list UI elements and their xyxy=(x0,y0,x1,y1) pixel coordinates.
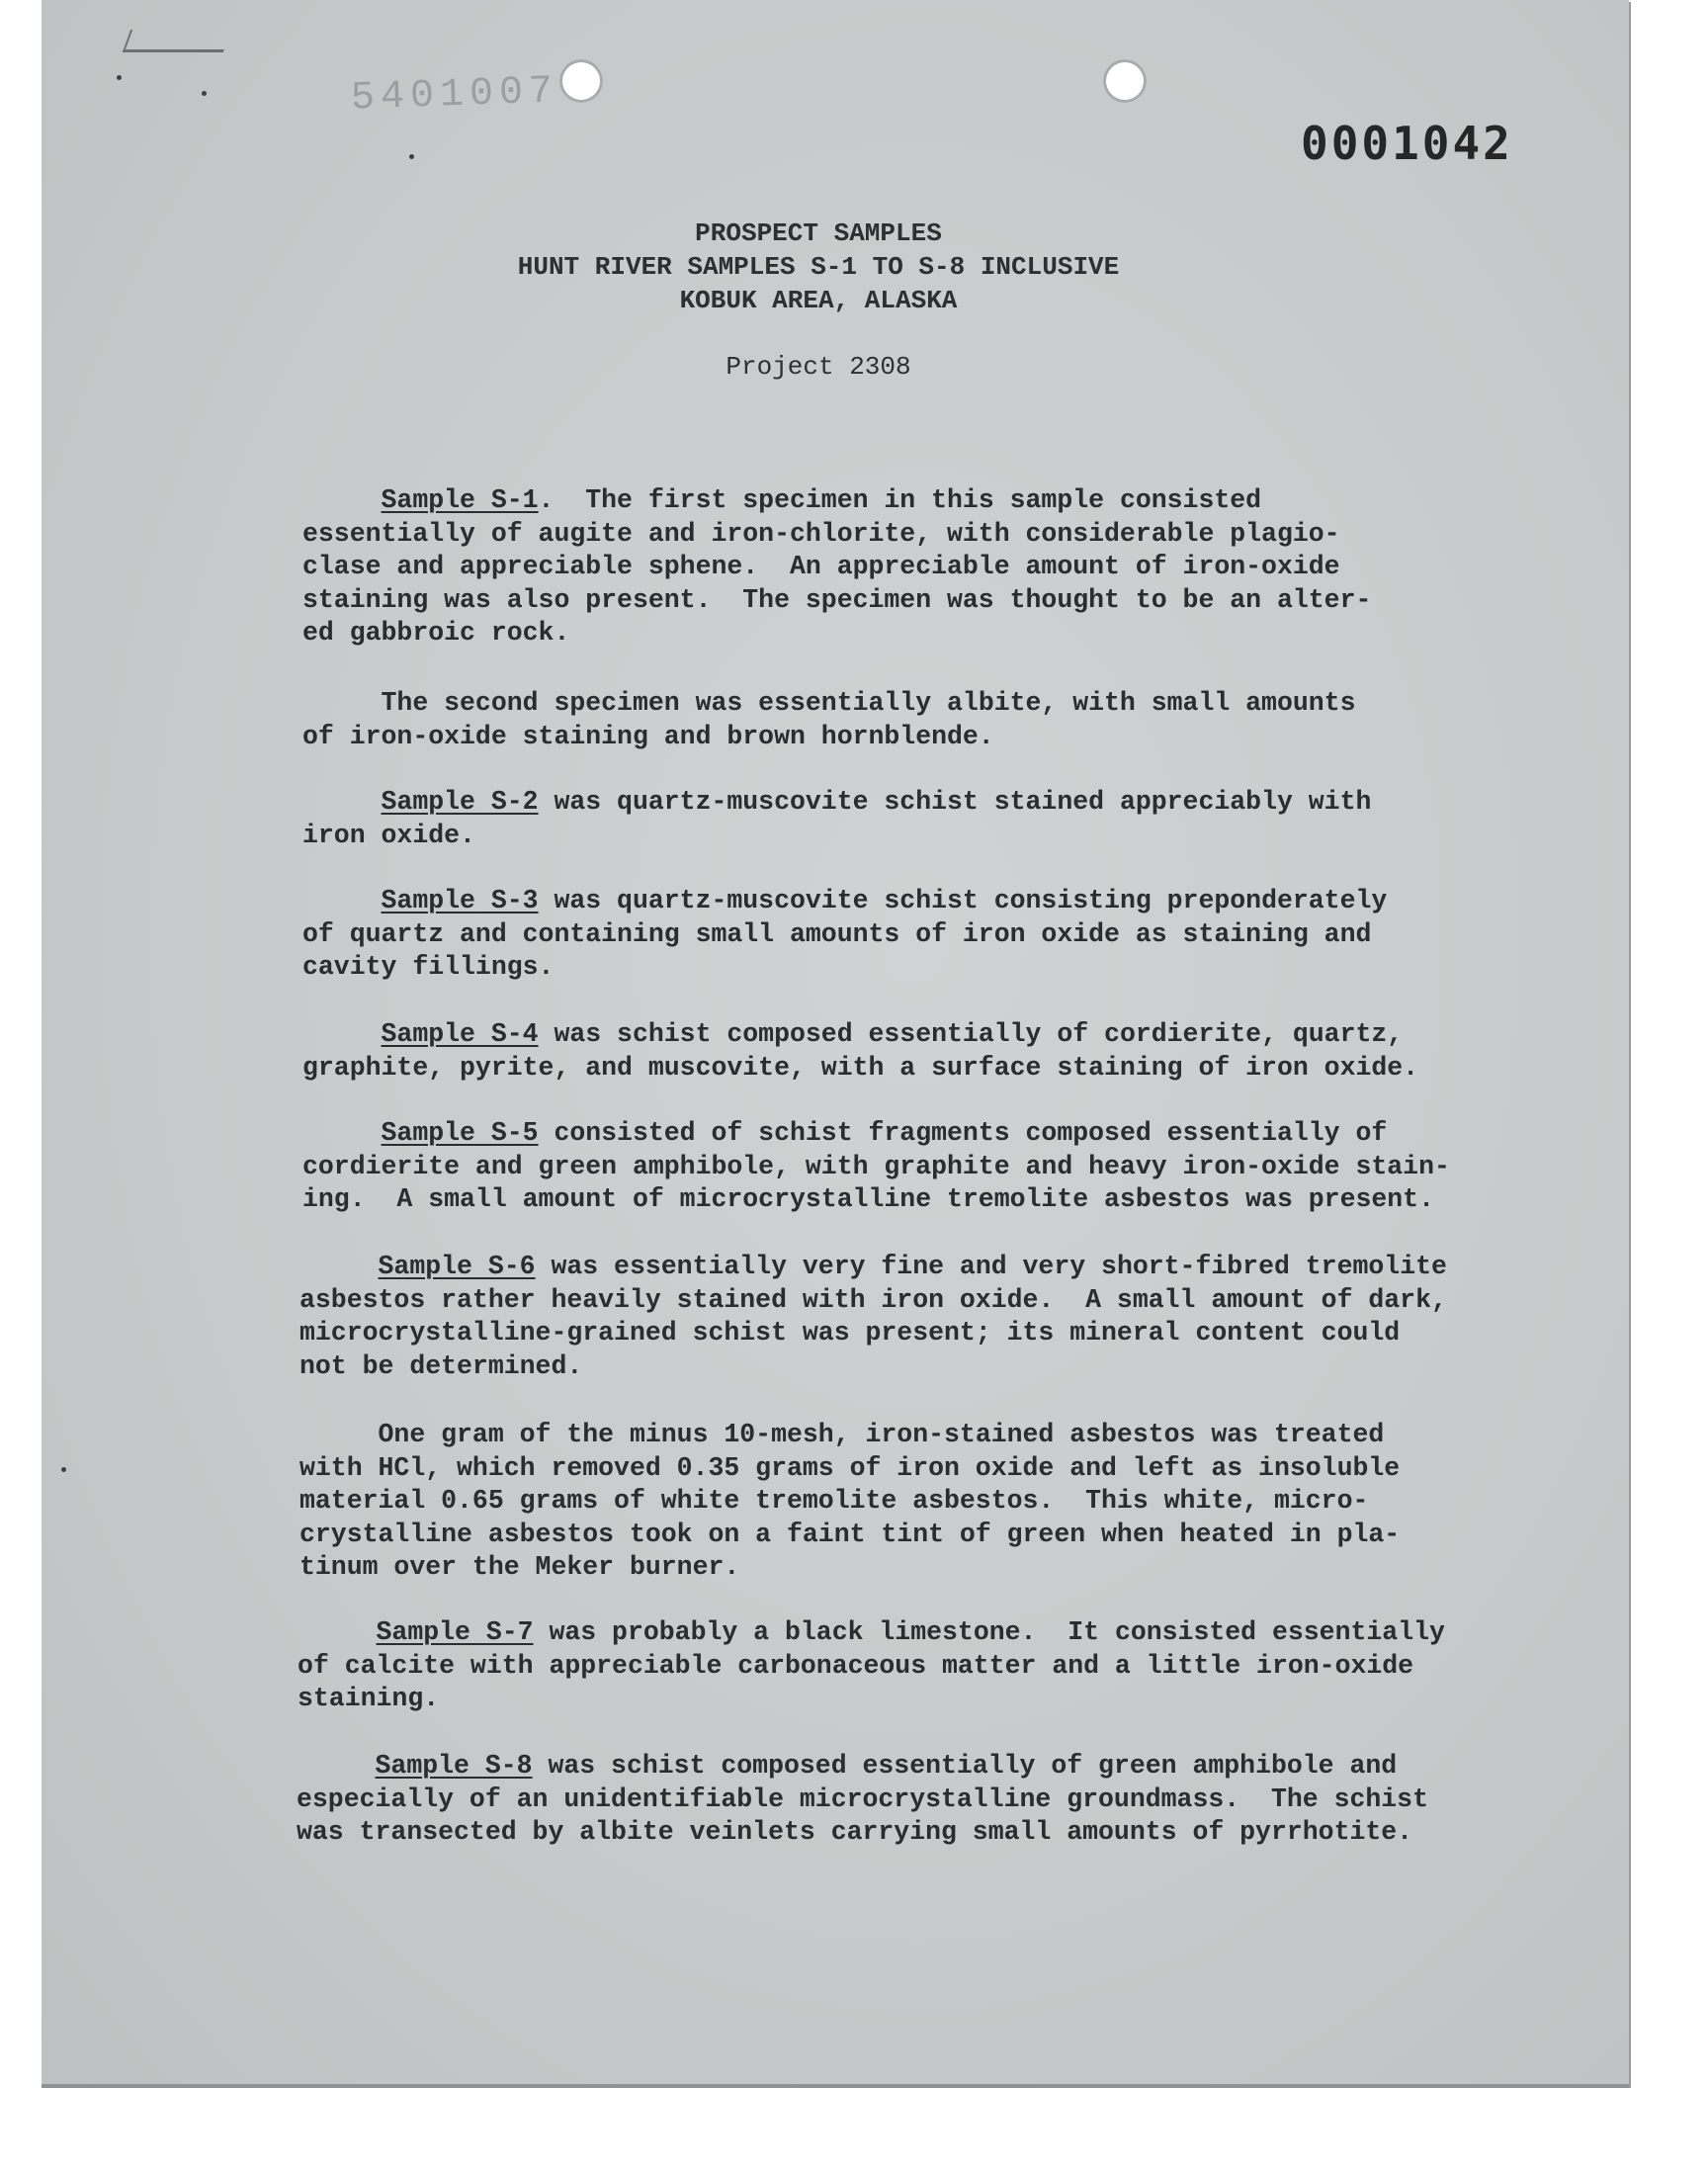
sample-label: Sample S-7 xyxy=(376,1617,534,1647)
paragraph-line xyxy=(297,1750,1522,1784)
paragraph-line xyxy=(302,518,1528,552)
line-text: ing. A small amount of microcrystalline tremolite asbestos was present. xyxy=(302,1184,1434,1214)
paragraph-line xyxy=(302,551,1528,584)
line-text: of quartz and containing small amounts of iron oxide as staining and xyxy=(302,918,1372,949)
line-text: iron oxide. xyxy=(302,820,475,850)
sample-label: Sample S-8 xyxy=(375,1751,533,1781)
paragraph xyxy=(299,1419,1525,1585)
paragraph-line xyxy=(302,885,1528,918)
paragraph-line xyxy=(298,1650,1523,1684)
line-text: staining. xyxy=(298,1684,440,1713)
corner-mark xyxy=(123,30,231,52)
paragraph-line xyxy=(298,1683,1523,1716)
paragraph xyxy=(302,1018,1528,1085)
line-text: cordierite and green amphibole, with graphite and heavy iron-oxide stain- xyxy=(302,1151,1450,1181)
paragraph-line xyxy=(302,484,1528,518)
line-text: was probably a black limestone. It consisted essentially xyxy=(533,1617,1445,1647)
line-text: was schist composed essentially of cordierite, quartz, xyxy=(538,1019,1404,1049)
line-text: consisted of schist fragments composed essentially of xyxy=(538,1118,1388,1148)
line-text: of iron-oxide staining and brown hornblende. xyxy=(302,721,994,751)
project-number: Project 2308 xyxy=(726,352,911,382)
paragraph-line xyxy=(299,1485,1525,1519)
sample-label: Sample S-3 xyxy=(381,886,539,915)
paragraph-line xyxy=(297,1816,1522,1850)
paragraph-line xyxy=(302,1052,1528,1086)
line-text: cavity fillings. xyxy=(302,952,555,982)
paragraph xyxy=(302,1117,1528,1217)
paragraph-line xyxy=(302,687,1528,721)
line-text: graphite, pyrite, and muscovite, with a surface staining of iron oxide. xyxy=(302,1052,1419,1083)
document-number: 0001042 xyxy=(1301,117,1513,170)
line-text: The second specimen was essentially albite, with small amounts xyxy=(381,688,1356,718)
document-heading xyxy=(0,217,1637,317)
punch-hole-left xyxy=(559,59,603,103)
speck xyxy=(61,1467,66,1472)
paragraph-line xyxy=(302,918,1528,952)
paragraph-line xyxy=(302,584,1528,618)
paragraph-line xyxy=(302,820,1528,853)
paragraph xyxy=(302,687,1528,753)
line-text: . The first specimen in this sample consisted xyxy=(538,485,1262,515)
paragraph xyxy=(297,1750,1522,1850)
line-text: essentially of augite and iron-chlorite, with considerable plagio- xyxy=(302,518,1340,549)
paragraph-line xyxy=(302,1018,1528,1052)
sample-label: Sample S-1 xyxy=(381,485,539,515)
line-text: with HCl, which removed 0.35 grams of iron oxide and left as insoluble xyxy=(299,1452,1401,1483)
heading-line-3: KOBUK AREA, ALASKA xyxy=(679,286,958,315)
paragraph-line xyxy=(299,1350,1525,1384)
paragraph xyxy=(299,1251,1525,1383)
paragraph-line xyxy=(299,1317,1525,1350)
paragraph-line xyxy=(302,951,1528,985)
paragraph-line xyxy=(302,786,1528,820)
paragraph xyxy=(302,885,1528,985)
paragraph xyxy=(298,1616,1523,1716)
line-text: was schist composed essentially of green amphibole and xyxy=(532,1751,1398,1781)
line-text: was quartz-muscovite schist consisting preponderately xyxy=(538,886,1388,915)
line-text: was essentially very fine and very short-fibred tremolite xyxy=(535,1252,1447,1281)
heading-line-1: PROSPECT SAMPLES xyxy=(695,218,942,248)
punch-hole-right xyxy=(1103,59,1147,103)
paragraph xyxy=(302,786,1528,852)
line-text: was quartz-muscovite schist stained appreciably with xyxy=(538,787,1372,817)
paragraph-line xyxy=(299,1284,1525,1318)
paragraph-line xyxy=(302,1151,1528,1184)
paragraph-line xyxy=(298,1616,1523,1650)
line-text: One gram of the minus 10-mesh, iron-stained asbestos was treated xyxy=(378,1420,1385,1449)
sample-label: Sample S-6 xyxy=(378,1252,536,1281)
speck xyxy=(202,91,207,96)
line-text: asbestos rather heavily stained with iron oxide. A small amount of dark, xyxy=(299,1284,1447,1315)
paragraph-line xyxy=(297,1784,1522,1817)
line-text: microcrystalline-grained schist was present; its mineral content could xyxy=(299,1318,1401,1348)
paragraph-line xyxy=(302,1117,1528,1151)
paragraph-line xyxy=(302,1183,1528,1217)
sample-label: Sample S-2 xyxy=(381,787,539,817)
speck xyxy=(117,75,122,80)
line-text: staining was also present. The specimen was thought to be an alter- xyxy=(302,584,1372,615)
heading-line-2: HUNT RIVER SAMPLES S-1 TO S-8 INCLUSIVE xyxy=(517,252,1120,282)
paragraph-line xyxy=(299,1452,1525,1486)
faint-stamp-number: 5401007 xyxy=(350,69,559,122)
line-text: not be determined. xyxy=(299,1350,583,1381)
paragraph-line xyxy=(302,617,1528,651)
page-bottom-edge xyxy=(42,2084,1629,2088)
line-text: of calcite with appreciable carbonaceous matter and a little iron-oxide xyxy=(298,1650,1414,1681)
paragraph-line xyxy=(299,1251,1525,1284)
line-text: material 0.65 grams of white tremolite asbestos. This white, micro- xyxy=(299,1486,1369,1516)
paragraph-line xyxy=(299,1419,1525,1452)
sample-label: Sample S-5 xyxy=(381,1118,539,1148)
line-text: ed gabbroic rock. xyxy=(302,618,570,648)
paragraph-line xyxy=(302,721,1528,754)
line-text: was transected by albite veinlets carrying small amounts of pyrrhotite. xyxy=(297,1817,1413,1847)
paragraph xyxy=(302,484,1528,651)
paragraph-line xyxy=(299,1519,1525,1552)
speck xyxy=(409,154,414,159)
sample-label: Sample S-4 xyxy=(381,1019,539,1049)
line-text: tinum over the Meker burner. xyxy=(299,1552,740,1582)
line-text: crystalline asbestos took on a faint tint of green when heated in pla- xyxy=(299,1519,1401,1549)
line-text: clase and appreciable sphene. An appreciable amount of iron-oxide xyxy=(302,552,1340,581)
line-text: especially of an unidentifiable microcrystalline groundmass. The schist xyxy=(297,1784,1428,1814)
paragraph-line xyxy=(299,1551,1525,1585)
